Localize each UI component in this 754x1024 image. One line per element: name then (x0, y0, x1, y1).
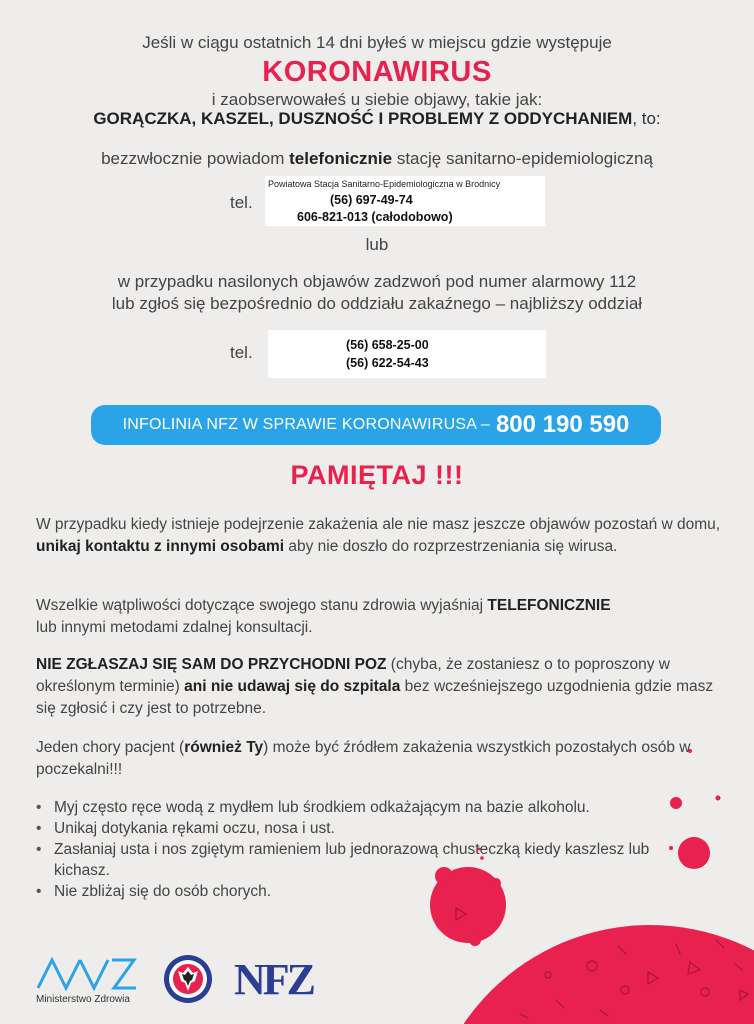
tel-label-2: tel. (230, 343, 253, 362)
intro-text: Jeśli w ciągu ostatnich 14 dni byłeś w miejscu gdzie występuje (142, 33, 612, 52)
p4-text-c: ) może być źródłem zakażenia wszystkich pozostałych osób w poczekalni!!! (36, 739, 691, 778)
infoline-banner (91, 405, 661, 445)
p3-text-d: bez wcześniejszego uzgodnienia gdzie masz się zgłosić i czy jest to potrzebne. (36, 678, 714, 717)
ministry-logo-text: Ministerstwo Zdrowia (36, 994, 130, 1005)
p1-text-a: W przypadku kiedy istnieje podejrzenie zakażenia ale nie masz jeszcze objawów pozostań w domu, (36, 516, 721, 533)
p2-bold: TELEFONICZNIE (487, 597, 611, 614)
observed-text: i zaobserwowałeś u siebie objawy, takie jak: (211, 90, 543, 109)
symptoms-text (0, 109, 754, 129)
severe-symptoms-line-1: w przypadku nasilonych objawów zadzwoń pod numer alarmowy 112 (117, 272, 637, 291)
list-item: • Nie zbliżaj się do osób chorych. (36, 881, 686, 902)
tel-label-1: tel. (230, 193, 253, 212)
contact-box-station (265, 176, 545, 226)
remember-heading: PAMIĘTAJ !!! (290, 460, 464, 490)
list-item: • Zasłaniaj usta i nos zgiętym ramieniem lub jednorazową chusteczką kiedy kaszlesz lub kichasz. (36, 839, 686, 881)
severe-symptoms-line-2: lub zgłoś się bezpośrednio do oddziału zakaźnego – najbliższy oddział (111, 294, 643, 313)
p3-bold-a: NIE ZGŁASZAJ SIĘ SAM DO PRZYCHODNI POZ (36, 656, 387, 673)
symptoms-suffix: , to: (632, 109, 661, 128)
station-phone-1[interactable]: (56) 697-49-74 (330, 193, 413, 207)
notify-pre: bezzwłocznie powiadom (101, 149, 290, 168)
notify-bold: telefonicznie (289, 149, 393, 168)
notify-post: stację sanitarno-epidemiologiczną (392, 149, 653, 168)
list-item: • Myj często ręce wodą z mydłem lub środkiem odkażającym na bazie alkoholu. (36, 797, 686, 818)
contact-box-ward (268, 330, 546, 378)
sanitary-inspection-seal-icon (162, 953, 214, 1005)
list-item: • Unikaj dotykania rękami oczu, nosa i ust. (36, 818, 686, 839)
p4-text-a: Jeden chory pacjent ( (36, 739, 185, 756)
p1-text-c: aby nie doszło do rozprzestrzeniania się wirusa. (284, 538, 618, 555)
p3-text-b: (chyba, że zostaniesz o to poproszony w określonym terminie) (36, 656, 670, 695)
or-text: lub (365, 235, 389, 254)
infoline-text: INFOLINIA NFZ W SPRAWIE KORONAWIRUSA – (122, 416, 490, 433)
paragraph-stay-home (36, 514, 726, 558)
station-name: Powiatowa Stacja Sanitarno-Epidemiologiczna w Brodnicy (268, 179, 501, 189)
infoline-number[interactable]: 800 190 590 (495, 411, 630, 438)
symptoms-list: GORĄCZKA, KASZEL, DUSZNOŚĆ I PROBLEMY Z ODDYCHANIEM (93, 109, 633, 128)
paragraph-phone-consult (36, 595, 726, 639)
paragraph-no-clinic (36, 654, 726, 720)
notify-text (0, 149, 754, 169)
p2-text-c: lub innymi metodami zdalnej konsultacji. (36, 619, 313, 636)
p2-text-a: Wszelkie wątpliwości dotyczące swojego stanu zdrowia wyjaśniaj (36, 597, 488, 614)
station-phone-2[interactable]: 606-821-013 (całodobowo) (297, 210, 453, 224)
p1-bold: unikaj kontaktu z innymi osobami (36, 538, 285, 555)
p4-bold: również Ty (184, 739, 264, 756)
p3-bold-c: ani nie udawaj się do szpitala (184, 678, 401, 695)
ministry-logo-icon (36, 956, 140, 992)
nfz-logo (234, 952, 313, 1008)
advice-list (36, 797, 686, 902)
paragraph-patient-source (36, 737, 726, 781)
ward-phone-2[interactable]: (56) 622-54-43 (346, 356, 429, 370)
nfz-logo-text: NFZ (234, 955, 313, 1004)
ward-phone-1[interactable]: (56) 658-25-00 (346, 338, 429, 352)
virus-heading: KORONAWIRUS (262, 56, 492, 88)
